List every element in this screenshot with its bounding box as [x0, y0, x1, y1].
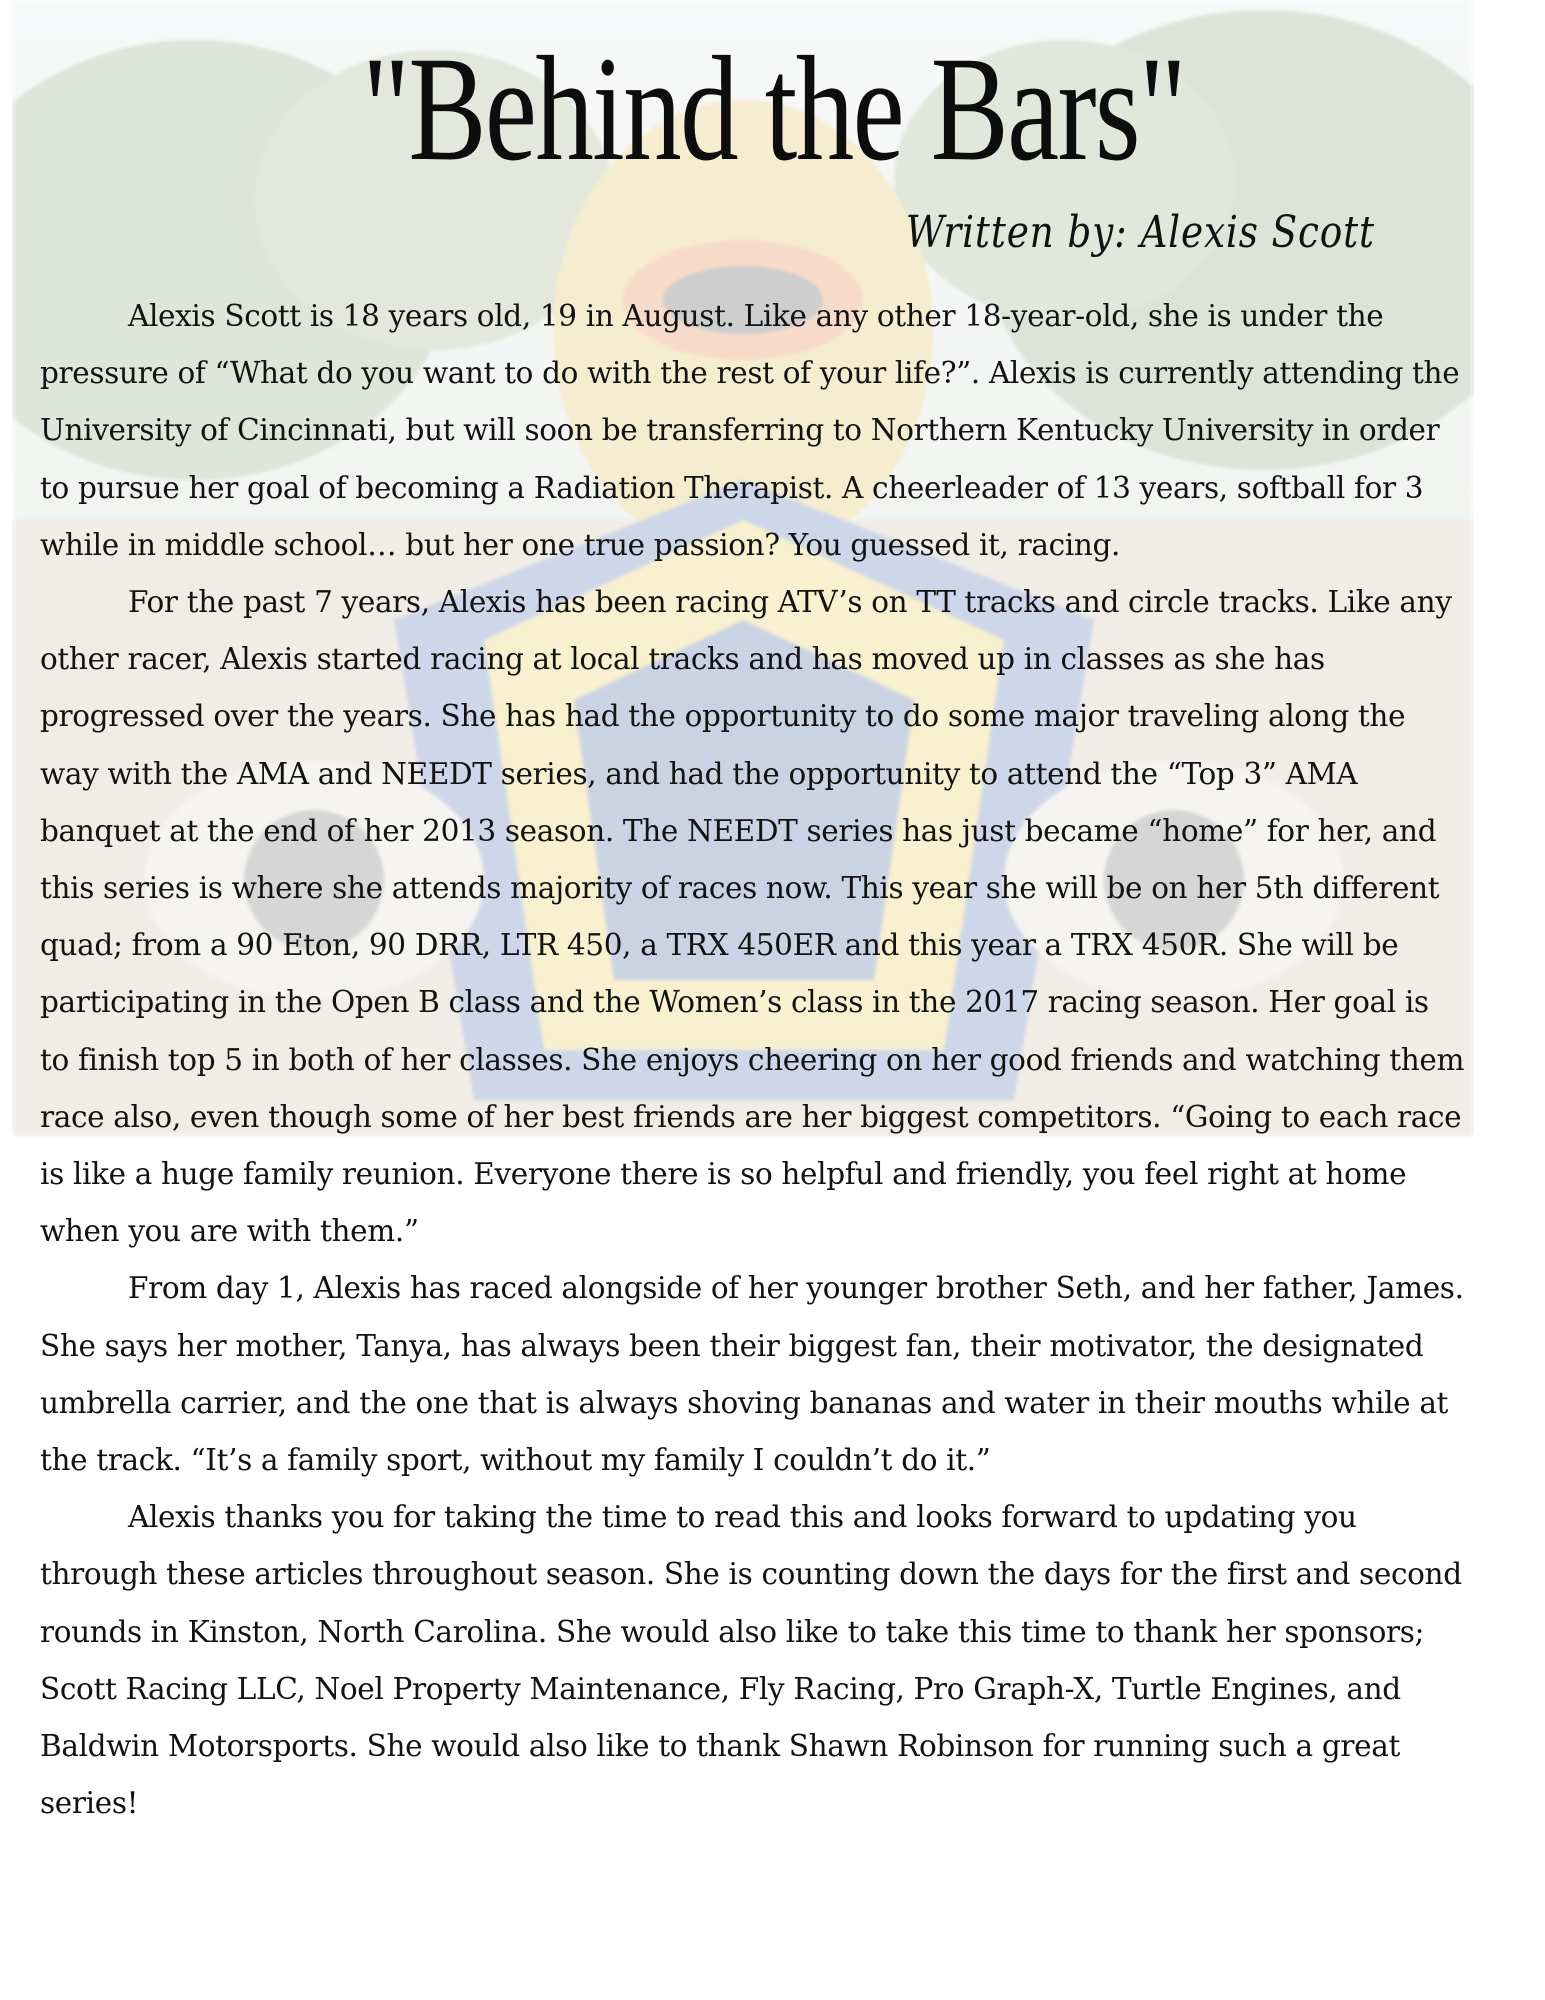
- article-byline: Written by: Alexis Scott: [905, 207, 1375, 258]
- article-paragraph: Alexis Scott is 18 years old, 19 in August. Like any other 18-year-old, she is under the pressure of “What do you want to do with the rest of your life?”. Alexis is currently attending the University of Cincinnati, but will soon be transferring to Northern Kentucky University in order to pursue her goal of becoming a Radiation Therapist. A cheerleader of 13 years, softball for 3 while in middle school… but her one true passion? You guessed it, racing.: [40, 299, 1460, 562]
- article-paragraph: Alexis thanks you for taking the time to read this and looks forward to updating you through these articles throughout season. She is counting down the days for the first and second rounds in Kinston, North Carolina. She would also like to take this time to thank her sponsors; Scott Racing LLC, Noel Property Maintenance, Fly Racing, Pro Graph-X, Turtle Engines, and Baldwin Motorsports. She would also like to thank Shawn Robinson for running such a great series!: [40, 1500, 1462, 1821]
- article-paragraph: From day 1, Alexis has raced alongside of her younger brother Seth, and her father, James. She says her mother, Tanya, has always been their biggest fan, their motivator, the designated umbrella carrier, and the one that is always shoving bananas and water in their mouths while at the track. “It’s a family sport, without my family I couldn’t do it.”: [40, 1271, 1464, 1478]
- article-title: "Behind the Bars": [362, 26, 1186, 192]
- article-body: [40, 288, 1465, 1832]
- article-paragraph: For the past 7 years, Alexis has been racing ATV’s on TT tracks and circle tracks. Like any other racer, Alexis started racing at local tracks and has moved up in classes as she has progressed over the years. She has had the opportunity to do some major traveling along the way with the AMA and NEEDT series, and had the opportunity to attend the “Top 3” AMA banquet at the end of her 2013 season. The NEEDT series has just became “home” for her, and this series is where she attends majority of races now. This year she will be on her 5th different quad; from a 90 Eton, 90 DRR, LTR 450, a TRX 450ER and this year a TRX 450R. She will be participating in the Open B class and the Women’s class in the 2017 racing season. Her goal is to finish top 5 in both of her classes. She enjoys cheering on her good friends and watching them race also, even though some of her best friends are her biggest competitors. “Going to each race is like a huge family reunion. Everyone there is so helpful and friendly, you feel right at home when you are with them.”: [40, 585, 1465, 1249]
